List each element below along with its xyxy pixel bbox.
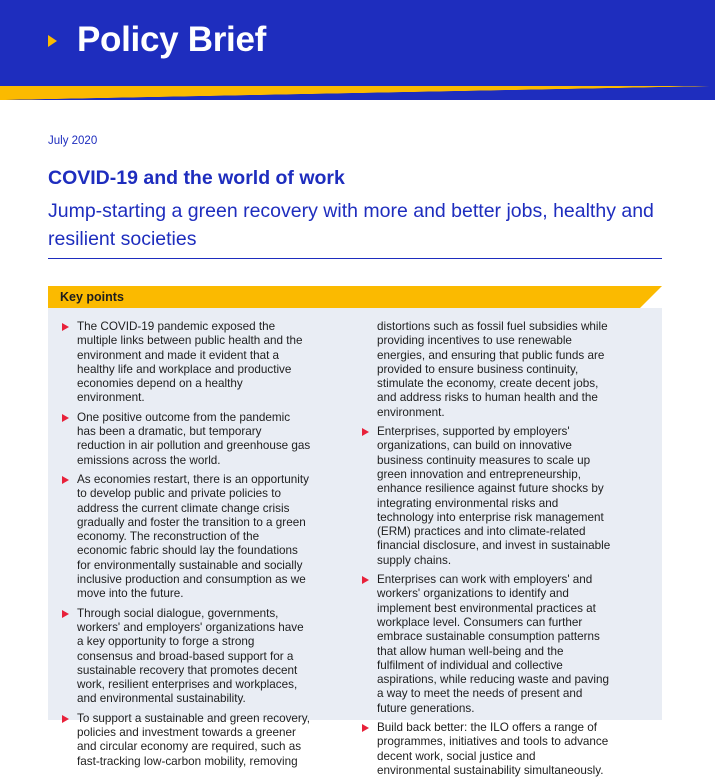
bullet-triangle-icon (62, 610, 69, 618)
header-banner (0, 0, 715, 86)
list-item-text: The COVID-19 pandemic exposed the multiple links between public health and the environment and made it evident that a healthy life and workplace and productive economies depend on a healthy environment. (77, 320, 303, 405)
list-item-text: Through social dialogue, governments, workers' and employers' organizations have a key opportunity to forge a strong consensus and broad-based support for a sustainable recovery that promotes decent work, resilient enterprises and workplaces, and environmental sustainability. (77, 606, 304, 706)
list-item (62, 712, 312, 769)
publication-date: July 2020 (48, 135, 98, 147)
triangle-right-icon (48, 35, 57, 47)
list-item (362, 573, 612, 716)
bullet-triangle-icon (62, 715, 69, 723)
list-item (362, 425, 612, 568)
document-title: COVID-19 and the world of work (48, 167, 345, 189)
list-item-text: Enterprises, supported by employers' organizations, can build on innovative business continuity measures to scale up green innovation and entrepreneurship, enhance resilience against future shocks by integrating environmental risks and technology into enterprise risk management (ERM) practices and into climate-related financial disclosure, and invest in sustainable supply chains. (377, 425, 611, 567)
key-points-right-column (362, 320, 612, 783)
list-item-text: Build back better: the ILO offers a range of programmes, initiatives and tools to advance decent work, social justice and environmental sustainability simultaneously. (377, 721, 609, 777)
header-accent-band (0, 86, 715, 100)
title-divider (48, 258, 662, 259)
document-subtitle: Jump-starting a green recovery with more and better jobs, healthy and resilient societies (48, 200, 654, 250)
list-item-continuation (362, 320, 612, 420)
bullet-triangle-icon (62, 414, 69, 422)
list-item (62, 411, 312, 468)
bullet-triangle-icon (362, 576, 369, 584)
bullet-triangle-icon (62, 323, 69, 331)
list-item-text: To support a sustainable and green recovery, policies and investment towards a greener and circular economy are required, such as fast-tracking low-carbon mobility, removing (77, 711, 311, 768)
list-item-text: Enterprises can work with employers' and workers' organizations to identify and implement best environmental practices at workplace level. Consumers can further embrace sustainable consumption patterns that allow human well-being and the fulfilment of individual and collective aspirations, while reducing waste and paving a way to meet the needs of present and future generations. (377, 573, 609, 715)
list-item (62, 607, 312, 707)
list-item (362, 721, 612, 778)
key-points-left-column (62, 320, 312, 774)
key-points-header (48, 286, 662, 308)
list-item (62, 473, 312, 602)
bullet-triangle-icon (362, 428, 369, 436)
list-item-text: As economies restart, there is an opportunity to develop public and private policies to address the current climate change crisis gradually and foster the transition to a green economy. The reconstruction of the economic fabric should lay the foundations for environmentally sustainable and socially inclusive production and consumption as we move into the future. (77, 472, 309, 601)
page-header-title: Policy Brief (77, 20, 266, 59)
list-item (62, 320, 312, 406)
key-points-label: Key points (60, 290, 124, 304)
bullet-triangle-icon (362, 724, 369, 732)
list-item-text: distortions such as fossil fuel subsidies while providing incentives to use renewable energies, and ensuring that public funds are provided to ensure business continuity, stimulate the economy, create decent jobs, and address risks to human health and the environment. (377, 320, 608, 419)
key-points-header-tip (640, 286, 662, 308)
bullet-triangle-icon (62, 476, 69, 484)
list-item-text: One positive outcome from the pandemic has been a dramatic, but temporary reduction in air pollution and greenhouse gas emissions across the world. (77, 410, 311, 467)
